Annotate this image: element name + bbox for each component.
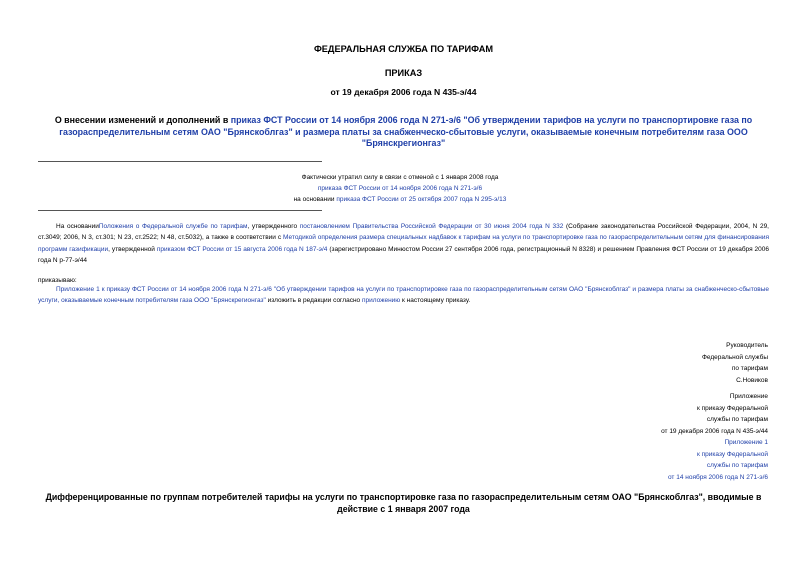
appendix-line: Приложение <box>729 393 768 400</box>
document-type: ПРИКАЗ <box>384 68 423 78</box>
order-title-link[interactable]: приказ ФСТ России от 14 ноября 2006 года N 271-э/6 "Об утверждении тарифов на услуги по транспортировке газа по газораспределительным сетям ОАО "Брянскоблгаз" и размера платы за снабженческо-сбытовые услуги, оказываемые конечным потребителям газа ООО "Брянскрегионгаз" <box>59 115 753 148</box>
appendix-line: службы по тарифам <box>706 416 768 424</box>
paragraph-text: (зарегистрировано Минюстом России 27 сентября 2006 года, регистрационный N 8328) и решением Правления ФСТ России от 19 декабря 2006 года N р-77-э/44 <box>38 245 769 265</box>
link-government-resolution[interactable]: постановлением Правительства Российской Федерации от 30 июня 2004 года N 332 <box>299 223 564 230</box>
appendix-header <box>528 391 768 437</box>
paragraph-text: изложить в редакции согласно <box>265 297 362 305</box>
appendix-1-link[interactable]: Приложение 1 <box>724 439 768 446</box>
status-line-1: Фактически утратил силу в связи с отменой с 1 января 2008 года <box>301 174 499 181</box>
status-line-3-prefix: на основании <box>293 196 337 203</box>
order-title-prefix: О внесении изменений и дополнений в <box>54 115 231 125</box>
link-appendix-1-order-271[interactable]: Приложение 1 к приказу ФСТ России от 14 ноября 2006 года N 271-э/6 "Об утверждении тарифов на услуги по транспортировке газа по газораспределительным сетям ОАО "Брянскоблгаз" и размера платы за снабженческо-сбытовые услуги, оказываемые конечным потребителям газа ООО "Брянскрегионгаз" <box>38 286 769 305</box>
appendix-1-link[interactable]: к приказу Федеральной <box>697 450 768 458</box>
order-date-number: от 19 декабря 2006 года N 435-э/44 <box>330 87 477 97</box>
paragraph-text: (Собрание законодательства Российской Федерации, 2004, N 29, ст.3049; 2006, N 3, ст.301; N 23, ст.2522; N 48, ст.5032), а также в соответствии с <box>38 223 769 242</box>
signature-line: по тарифам <box>731 365 768 373</box>
paragraph-text: , утвержденного <box>247 223 300 230</box>
signature-line: Федеральной службы <box>701 353 768 361</box>
paragraph-text: На основании <box>56 223 99 230</box>
tariffs-title: Дифференцированные по группам потребителей тарифы на услуги по транспортировке газа по газораспределительным сетям ОАО "Брянскоблгаз", вводимые в действие с 1 января 2007 года <box>45 492 762 514</box>
link-regulation-fst[interactable]: Положения о Федеральной службе по тарифам <box>98 223 248 230</box>
link-methodology[interactable]: Методикой определения размера специальных надбавок к тарифам на услуги по транспортировке газа по газораспределительным сетям для финансирования программ газификации <box>38 234 769 253</box>
paragraph-text: к настоящему приказу. <box>400 297 471 305</box>
status-note <box>180 172 620 205</box>
link-appendix[interactable]: приложению <box>361 297 401 305</box>
paragraph-order-word: приказываю: <box>38 277 77 284</box>
status-link-basis-order[interactable]: приказа ФСТ России от 25 октября 2007 года N 295-э/13 <box>336 196 507 203</box>
paragraph-text: , утвержденной <box>108 245 157 253</box>
appendix-1-link[interactable]: от 14 ноября 2006 года N 271-э/6 <box>667 473 768 481</box>
divider-top <box>38 161 322 162</box>
signature-line: Руководитель <box>726 342 768 349</box>
appendix-line: от 19 декабря 2006 года N 435-э/44 <box>661 427 768 435</box>
paragraph-amendment <box>38 284 769 307</box>
divider-bottom <box>38 210 322 211</box>
appendix-line: к приказу Федеральной <box>697 404 768 412</box>
status-link-repealing-order[interactable]: приказа ФСТ России от 14 ноября 2006 года N 271-э/6 <box>317 185 483 192</box>
paragraph-basis <box>38 221 769 267</box>
signature-block <box>528 340 768 386</box>
signature-line: С.Новиков <box>736 376 768 384</box>
appendix-1-link[interactable]: службы по тарифам <box>706 462 768 470</box>
appendix-1-header <box>528 437 768 483</box>
link-order-187[interactable]: приказом ФСТ России от 15 августа 2006 года N 187-э/4 <box>156 245 328 253</box>
agency-name: ФЕДЕРАЛЬНАЯ СЛУЖБА ПО ТАРИФАМ <box>313 44 494 54</box>
order-title <box>48 115 759 150</box>
